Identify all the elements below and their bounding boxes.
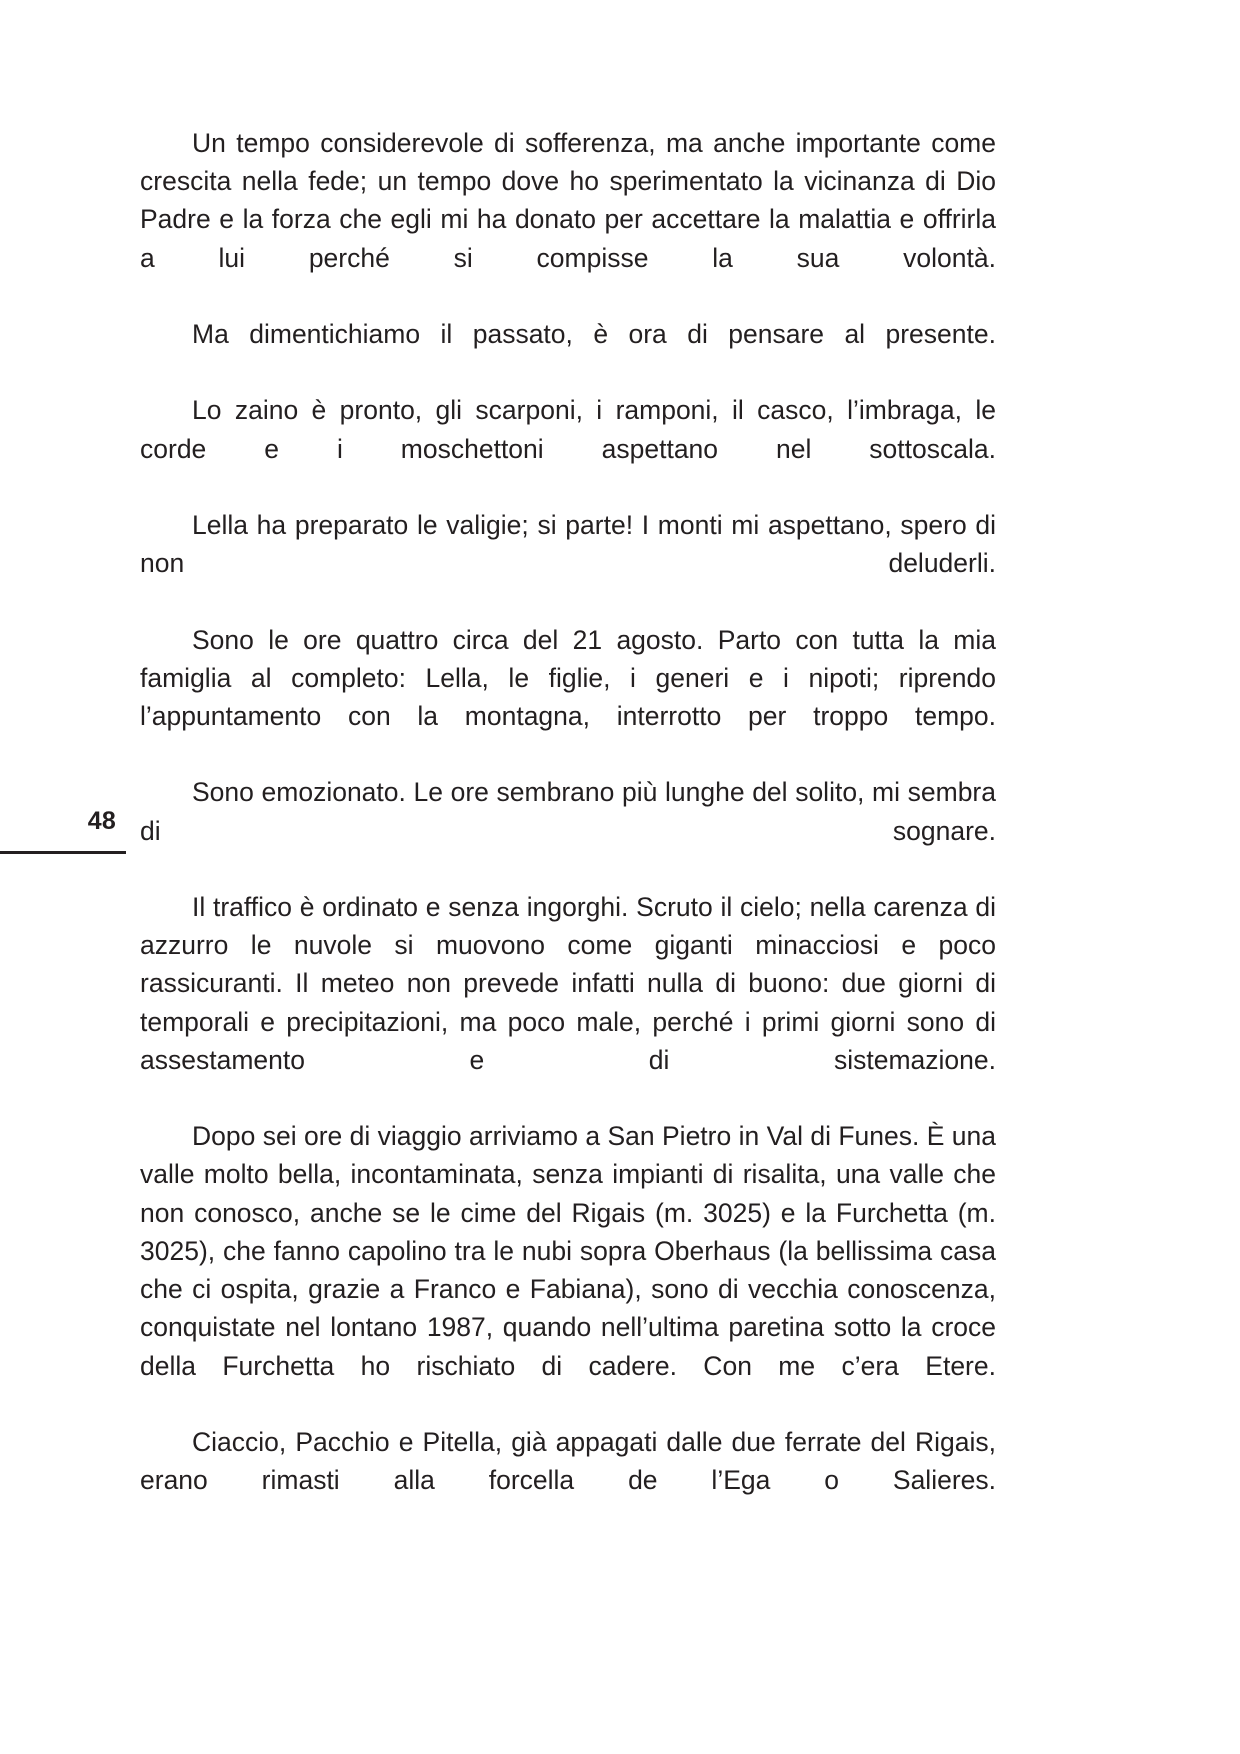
body-text-column bbox=[140, 124, 996, 1538]
folio-block bbox=[0, 806, 126, 866]
paragraph: Ma dimentichiamo il passato, è ora di pensare al presente. bbox=[192, 319, 996, 350]
paragraph: Il traffico è ordinato e senza ingorghi. Scruto il cielo; nella carenza di azzurro le nuvole si muovono come giganti minacciosi e poco rassicuranti. Il meteo non prevede infatti nulla di buono: due giorni di temporali e precipitazioni, ma poco male, perché i primi giorni sono di assestamento e di sistemazione. bbox=[140, 892, 996, 1075]
paragraph: Lella ha preparato le valigie; si parte! I monti mi aspettano, spero di non deluderli. bbox=[140, 510, 996, 579]
paragraph: Sono le ore quattro circa del 21 agosto. Parto con tutta la mia famiglia al completo: Lella, le figlie, i generi e i nipoti; riprendo l’appuntamento con la montagna, interrotto per troppo tempo. bbox=[140, 624, 996, 732]
paragraph: Ciaccio, Pacchio e Pitella, già appagati dalle due ferrate del Rigais, erano rimasti alla forcella de l’Ega o Salieres. bbox=[140, 1426, 996, 1496]
paragraph: Un tempo considerevole di sofferenza, ma anche importante come crescita nella fede; un tempo dove ho sperimentato la vicinanza di Dio Padre e la forza che egli mi ha donato per accettare la malattia e offrirla a lui perché si compisse la sua volontà. bbox=[140, 128, 996, 273]
page-number: 48 bbox=[87, 807, 116, 835]
folio-divider-rule bbox=[0, 851, 126, 854]
paragraph: Sono emozionato. Le ore sembrano più lunghe del solito, mi sembra di sognare. bbox=[140, 777, 996, 846]
paragraph: Lo zaino è pronto, gli scarponi, i ramponi, il casco, l’imbraga, le corde e i moschettoni aspettano nel sottoscala. bbox=[140, 395, 996, 464]
paragraph: Dopo sei ore di viaggio arriviamo a San Pietro in Val di Funes. È una valle molto bella, incontaminata, senza impianti di risalita, una valle che non conosco, anche se le cime del Rigais (m. 3025) e la Furchetta (m. 3025), che fanno capolino tra le nubi sopra Oberhaus (la bellissima casa che ci ospita, grazie a Franco e Fabiana), sono di vecchia conoscenza, conquistate nel lontano 1987, quando nell’ultima paretina sotto la croce della Furchetta ho rischiato di cadere. Con me c’era Etere. bbox=[140, 1121, 996, 1381]
